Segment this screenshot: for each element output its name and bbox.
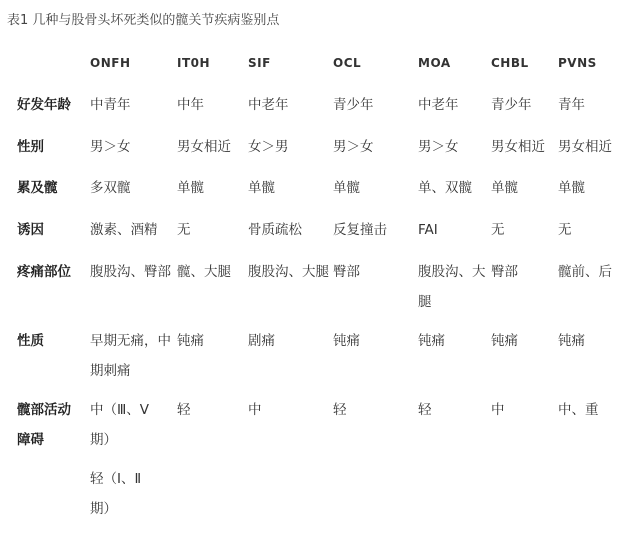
- table-cell: 腹股沟、大 腿: [418, 264, 486, 310]
- table-cell: 青少年: [491, 97, 532, 113]
- table-cell: 骨质疏松: [248, 222, 302, 238]
- row-label: 性质: [17, 333, 44, 349]
- table-cell: 无: [491, 222, 505, 238]
- column-header: PVNS: [558, 56, 597, 70]
- table-cell: 单、双髋: [418, 180, 472, 196]
- table-cell: 腹股沟、臀部: [90, 264, 171, 280]
- table-cell: 单髋: [333, 180, 360, 196]
- table-cell: 钝痛: [418, 333, 445, 349]
- row-label: 好发年龄: [17, 97, 71, 113]
- table-cell: 女＞男: [248, 139, 289, 155]
- table-cell: 男女相近: [491, 139, 545, 155]
- table-cell: 青少年: [333, 97, 374, 113]
- table-cell: 单髋: [177, 180, 204, 196]
- table-cell: 单髋: [248, 180, 275, 196]
- table-cell: 青年: [558, 97, 585, 113]
- table-cell: 臀部: [333, 264, 360, 280]
- table-cell: 男女相近: [558, 139, 612, 155]
- row-label: 诱因: [17, 222, 44, 238]
- table-cell: 中、重: [558, 402, 599, 418]
- table-cell: 腹股沟、大腿: [248, 264, 329, 280]
- table-cell: 中老年: [418, 97, 459, 113]
- table-cell: 钝痛: [491, 333, 518, 349]
- table-cell: 钝痛: [177, 333, 204, 349]
- table-cell: 单髋: [491, 180, 518, 196]
- table-cell: 激素、酒精: [90, 222, 158, 238]
- table-cell: 无: [177, 222, 191, 238]
- table-cell: 轻: [333, 402, 347, 418]
- column-header: SIF: [248, 56, 271, 70]
- table-cell: 男＞女: [333, 139, 374, 155]
- table-cell: 臀部: [491, 264, 518, 280]
- row-label: 累及髋: [17, 180, 58, 196]
- table-title: 表1 几种与股骨头坏死类似的髋关节疾病鉴别点: [7, 13, 280, 28]
- table-cell: 男女相近: [177, 139, 231, 155]
- table-cell: 轻: [177, 402, 191, 418]
- table-cell: 中: [491, 402, 505, 418]
- table-cell: 髋前、后: [558, 264, 612, 280]
- table-cell: FAI: [418, 222, 438, 238]
- row-label: 疼痛部位: [17, 264, 71, 280]
- row-label: 髋部活动 障碍: [17, 402, 71, 448]
- column-header: MOA: [418, 56, 451, 70]
- table-cell: 中: [248, 402, 262, 418]
- table-cell: 无: [558, 222, 572, 238]
- table-cell: 反复撞击: [333, 222, 387, 238]
- column-header: OCL: [333, 56, 362, 70]
- table-cell: 早期无痛，中 期刺痛: [90, 333, 171, 379]
- table-cell: 剧痛: [248, 333, 275, 349]
- table-cell: 男＞女: [90, 139, 131, 155]
- table-cell: 中年: [177, 97, 204, 113]
- table-cell: 中（Ⅲ、Ⅴ 期）: [90, 402, 150, 448]
- table-cell: 轻: [418, 402, 432, 418]
- row-label: 性别: [17, 139, 44, 155]
- table-cell: 轻（Ⅰ、Ⅱ 期）: [90, 471, 142, 517]
- table-cell: 钝痛: [558, 333, 585, 349]
- column-header: IT0H: [177, 56, 211, 70]
- table-cell: 单髋: [558, 180, 585, 196]
- table-cell: 髋、大腿: [177, 264, 231, 280]
- column-header: ONFH: [90, 56, 131, 70]
- table-cell: 男＞女: [418, 139, 459, 155]
- table-cell: 中青年: [90, 97, 131, 113]
- table-cell: 多双髋: [90, 180, 131, 196]
- table-cell: 中老年: [248, 97, 289, 113]
- column-header: CHBL: [491, 56, 529, 70]
- table-cell: 钝痛: [333, 333, 360, 349]
